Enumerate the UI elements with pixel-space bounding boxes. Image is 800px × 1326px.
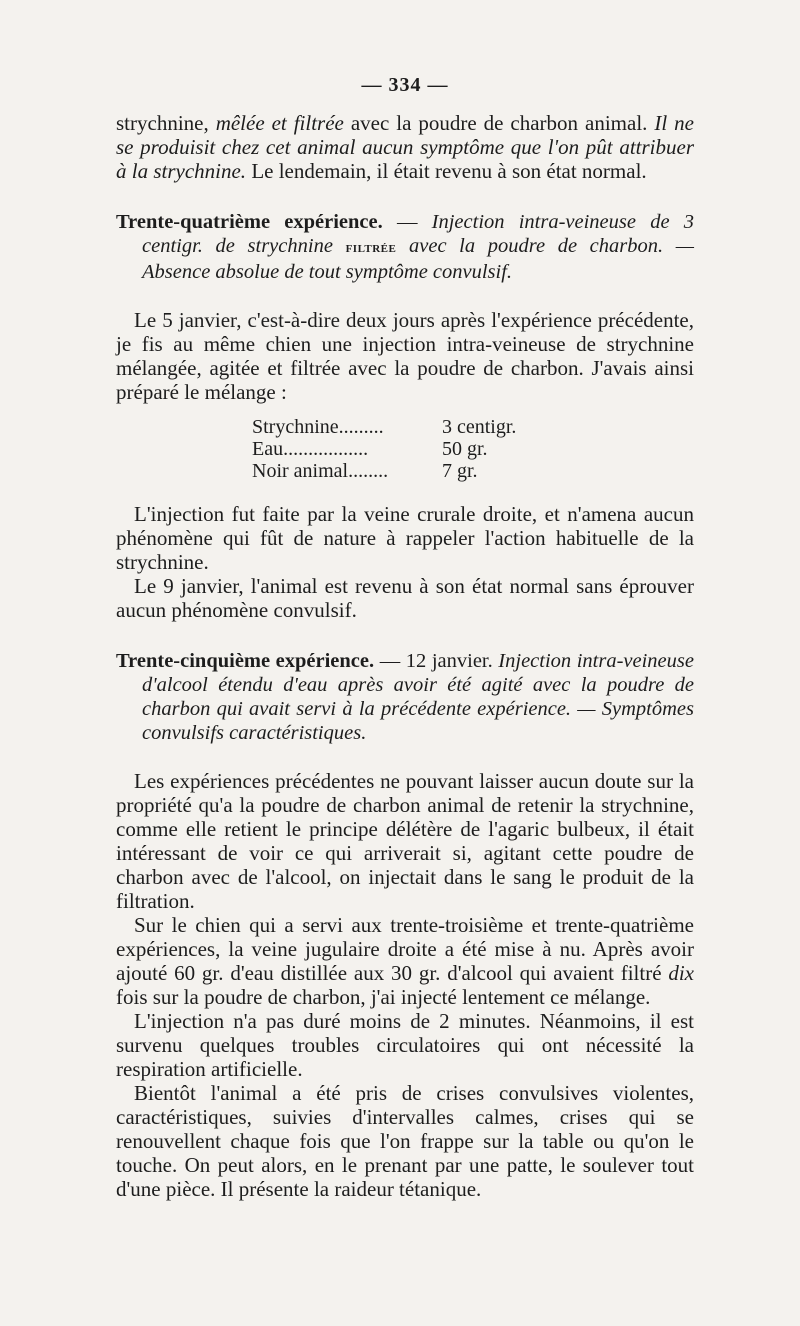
paragraph-crises: Bientôt l'animal a été pris de crises convulsives violentes, caractéristiques, suivies d'intervalles calmes, crises qui se renouvellent chaque fois que l'on frappe sur la table ou qu'on le touche. On peut alors, en le prenant par une patte, le soulever tout d'une pièce. Il présente la raideur tétanique. xyxy=(116,1081,694,1201)
experiment-34-heading: Trente-quatrième expérience. — Injection intra-veineuse de 3 centigr. de strychnine filtrée avec la poudre de charbon. — Absence absolue de tout symptôme convulsif. xyxy=(116,211,694,283)
paragraph-chien: Sur le chien qui a servi aux trente-troisième et trente-quatrième expériences, la veine jugulaire droite a été mise à nu. Après avoir ajouté 60 gr. d'eau distillée aux 30 gr. d'alcool qui avaient filtré dix fois sur la poudre de charbon, j'ai injecté lentement ce mélange. xyxy=(116,913,694,1009)
paragraph-intro: strychnine, mêlée et filtrée avec la poudre de charbon animal. Il ne se produisit chez cet animal aucun symptôme que l'on pût attribuer à la strychnine. Le lendemain, il était revenu à son état normal. xyxy=(116,111,694,183)
recipe-row: Strychnine......... 3 centigr. xyxy=(252,416,517,438)
experiment-35-heading: Trente-cinquième expérience. — 12 janvier. Injection intra-veineuse d'alcool étendu d'eau après avoir été agité avec la poudre de charbon qui avait servi à la précédente expérience. — Symptômes convulsifs caractéristiques. xyxy=(116,650,694,744)
paragraph-injection: L'injection fut faite par la veine crurale droite, et n'amena aucun phénomène qui fût de nature à rappeler l'action habituelle de la strychnine. xyxy=(116,502,694,574)
recipe-row: Eau................. 50 gr. xyxy=(252,438,488,460)
paragraph-experiences: Les expériences précédentes ne pouvant laisser aucun doute sur la propriété qu'a la poudre de charbon animal de retenir la strychnine, comme elle retient le principe délétère de l'agaric bulbeux, il était intéressant de voir ce qui arriverait si, agitant cette poudre de charbon avec de l'alcool, on injectait dans le sang le produit de la filtration. xyxy=(116,769,694,913)
paragraph-jan9: Le 9 janvier, l'animal est revenu à son état normal sans éprouver aucun phénomène convulsif. xyxy=(116,574,694,622)
recipe-table xyxy=(252,416,694,482)
paragraph-duree: L'injection n'a pas duré moins de 2 minutes. Néanmoins, il est survenu quelques troubles circulatoires qui ont nécessité la respiration artificielle. xyxy=(116,1009,694,1081)
paragraph-jan5: Le 5 janvier, c'est-à-dire deux jours après l'expérience précédente, je fis au même chien une injection intra-veineuse de strychnine mélangée, agitée et filtrée avec la poudre de charbon. J'avais ainsi préparé le mélange : xyxy=(116,308,694,404)
recipe-row: Noir animal........ 7 gr. xyxy=(252,460,478,482)
page-number: — 334 — xyxy=(361,74,449,96)
